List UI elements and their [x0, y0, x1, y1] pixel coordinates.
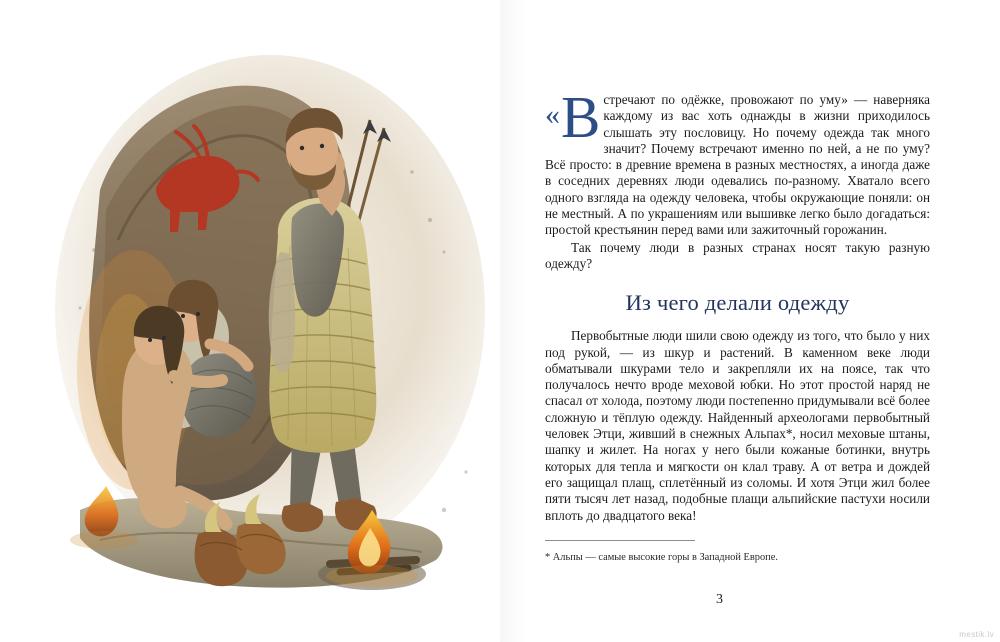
illustration-svg [40, 40, 500, 605]
paragraph-1-text: стречают по одёжке, провожают по уму» — наверняка каждому из вас хоть однажды в жизни приходилось слышать эту пословицу. Но почему одежда так много значит? Почему встречают именно по ней, а не по уму? Всё просто: в древние времена в разных местностях, а иногда даже в соседних деревнях люди одевались по-разному. Хватало всего одного взгляда на одежду человека, чтобы окружающие поняли: он не местный. А по украшениям или вышивке легко было догадаться: простой крестьянин перед вами или зажиточный горожанин. [545, 92, 930, 238]
text-column [545, 84, 930, 612]
page-gutter-shadow [500, 0, 526, 642]
article-body [545, 84, 930, 564]
watermark: mestik.lv [959, 630, 994, 639]
drop-cap-letter: В [561, 84, 601, 150]
paragraph-3: Первобытные люди шили свою одежду из того, что было у них под рукой, — из шкур и растений. В каменном веке люди обматывали шкурами тело и закрепляли их на поясе, так что получалось нечто вроде меховой юбки. Но этот простой наряд не спасал от холода, поэтому люди постепенно придумывали всё более сложную и тёплую одежду. Найденный археологами первобытный человек Этци, живший в снежных Альпах*, носил меховые штаны, шапку и жилет. На ногах у него были кожаные ботинки, внутрь которых для тепла и мягкости он клал траву. А от ветра и дождей его защищал плащ, сплетённый из соломы. И хотя Этци жил более пяти тысяч лет назад, подобные плащи альпийские пастухи носили вплоть до двадцатого века! [545, 328, 930, 523]
paragraph-1 [545, 84, 930, 239]
footnote-divider [545, 540, 695, 541]
opening-quote: « [545, 98, 560, 131]
paragraph-2: Так почему люди в разных странах носят такую разную одежду? [545, 239, 930, 271]
illustration-prehistoric-scene [40, 40, 500, 605]
footnote-text: * Альпы — самые высокие горы в Западной Европе. [545, 552, 778, 564]
page-number: 3 [716, 592, 723, 607]
section-heading: Из чего делали одежду [625, 290, 850, 316]
